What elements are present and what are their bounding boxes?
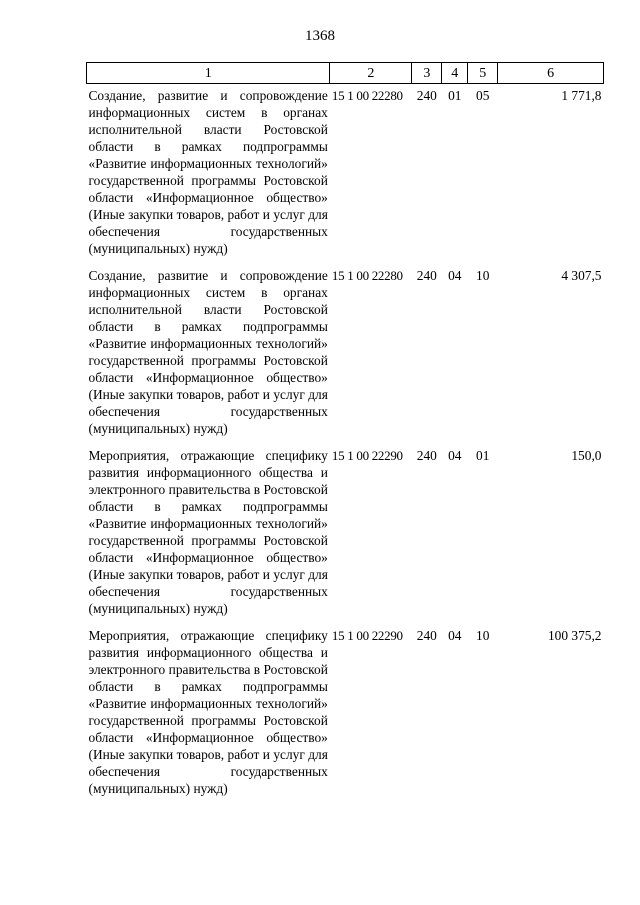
row-subsection: 10 xyxy=(476,268,490,283)
row-expense-type: 240 xyxy=(416,628,437,643)
table-row xyxy=(87,444,604,624)
row-section: 01 xyxy=(448,88,462,103)
row-target-code: 15 1 00 22280 xyxy=(331,88,403,103)
column-header-4: 4 xyxy=(442,63,468,84)
row-subsection: 01 xyxy=(476,448,490,463)
row-target-code: 15 1 00 22280 xyxy=(331,268,403,283)
row-description: Мероприятия, отражающие специфику развития информационного общества и электронного правительства в Ростовской области в рамках подпрограммы «Развитие информационных технологий» государственной программы Ростовской области «Информационное общество» (Иные закупки товаров, работ и услуг для обеспечения государственных (муниципальных) нужд) xyxy=(88,448,328,616)
column-header-5: 5 xyxy=(468,63,498,84)
row-subsection: 05 xyxy=(476,88,490,103)
table-header-row xyxy=(87,63,604,84)
row-section: 04 xyxy=(448,448,462,463)
table-row xyxy=(87,84,604,265)
budget-table xyxy=(86,62,604,804)
page-number: 1368 xyxy=(305,28,335,44)
column-header-3: 3 xyxy=(412,63,442,84)
table-row xyxy=(87,264,604,444)
table-row xyxy=(87,624,604,804)
column-header-1: 1 xyxy=(87,63,330,84)
row-subsection: 10 xyxy=(476,628,490,643)
column-header-2: 2 xyxy=(330,63,412,84)
row-section: 04 xyxy=(448,268,462,283)
row-target-code: 15 1 00 22290 xyxy=(331,448,403,463)
row-amount: 100 375,2 xyxy=(547,628,602,643)
row-description: Мероприятия, отражающие специфику развития информационного общества и электронного правительства в Ростовской области в рамках подпрограммы «Развитие информационных технологий» государственной программы Ростовской области «Информационное общество» (Иные закупки товаров, работ и услуг для обеспечения государственных (муниципальных) нужд) xyxy=(88,628,328,796)
row-expense-type: 240 xyxy=(416,268,437,283)
row-target-code: 15 1 00 22290 xyxy=(331,628,403,643)
row-section: 04 xyxy=(448,628,462,643)
row-expense-type: 240 xyxy=(416,88,437,103)
row-description: Создание, развитие и сопровождение информационных систем в органах исполнительной власти Ростовской области в рамках подпрограммы «Развитие информационных технологий» государственной программы Ростовской области «Информационное общество» (Иные закупки товаров, работ и услуг для обеспечения государственных (муниципальных) нужд) xyxy=(88,268,328,436)
column-header-6: 6 xyxy=(498,63,604,84)
row-amount: 150,0 xyxy=(571,448,602,463)
row-description: Создание, развитие и сопровождение информационных систем в органах исполнительной власти Ростовской области в рамках подпрограммы «Развитие информационных технологий» государственной программы Ростовской области «Информационное общество» (Иные закупки товаров, работ и услуг для обеспечения государственных (муниципальных) нужд) xyxy=(88,88,328,256)
row-amount: 1 771,8 xyxy=(561,88,602,103)
row-amount: 4 307,5 xyxy=(561,268,602,283)
row-expense-type: 240 xyxy=(416,448,437,463)
